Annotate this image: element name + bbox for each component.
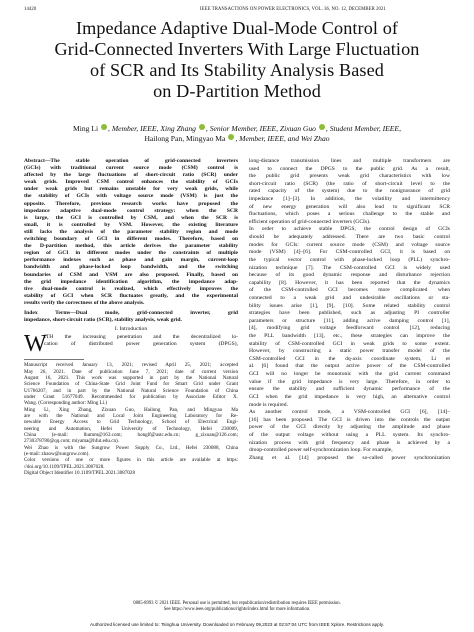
text-line: stability of CSM-controlled GCI in weak grids to some extent. — [249, 340, 450, 347]
text-line: region of GCI in different modes under the constraints of multiple — [24, 250, 238, 257]
text-line: GCI will no longer be monotonic with the grid current command — [249, 371, 450, 378]
text-line: long-distance transmission lines and multiple transformers are — [249, 158, 450, 164]
text-line: is large, the GCI is controlled by CSM, and when the SCR is — [24, 214, 238, 221]
abstract — [24, 158, 238, 307]
copyright-line: 0885-8993 © 2021 IEEE. Personal use is permitted, but republication/redistribution requires IEEE permission. — [133, 601, 341, 606]
text-line: CSM-controlled GCI in the dq-axis coordinate system, Li et — [249, 355, 450, 362]
copyright-line: See https://www.ieee.org/publications/rights/index.html for more information. — [163, 607, 311, 612]
section-heading: I. Introduction — [114, 326, 148, 333]
text-line: stability of GCI when SCR fluctuates greatly, and the experimental — [24, 292, 238, 299]
author-name: , Member, IEEE, and Wei Zhao — [235, 134, 330, 143]
text-line: should be adequately addressed. There are two basic control — [249, 234, 450, 241]
text-line: performance indexes such as phase and gain margin, current-loop — [24, 257, 238, 264]
text-line: Zhang et al. [14] proposed the so-called power synchronization — [249, 454, 450, 461]
text-line: mode is required. — [249, 401, 288, 408]
text-line: May 26, 2021. Date of publication June 7, 2021; date of current version — [24, 368, 238, 375]
text-line: newable Energy Access to Grid Technology, School of Electrical Engi- — [24, 419, 238, 426]
text-line: neering and Automation, Hefei University of Technology, Hefei 230009, — [24, 425, 238, 432]
text-line: tive dual-mode control is realized, which effectively improves the — [24, 285, 238, 292]
text-line: weak grids. Improved CSM control enhances the stability of GCIs — [24, 179, 238, 186]
text-line: nization process with grid frequency and phase is achieved by a — [249, 439, 450, 446]
text-line: power of the GCI directly by adjusting the amplitude and phase — [249, 424, 450, 431]
text-line: bandwidth and phase-locked loop bandwidth, and the switching — [24, 264, 238, 271]
text-line: mode (VSM) [4]–[6]. For CSM-controlled GCI, it is based on — [249, 249, 450, 256]
text-line: short-circuit ratio (SCR) (the ratio of short-circuit level to the — [249, 180, 450, 187]
text-line: In order to achieve stable DPGS, the control design of GCIs — [249, 226, 450, 233]
index-terms — [24, 310, 238, 324]
text-line: Wei Zhao is with the Sungrow Power Supply Co., Ltd., Hefei 230088, China — [24, 444, 238, 451]
text-line: because of its good dynamic response and disturbance rejection — [249, 272, 450, 279]
orcid-icon[interactable] — [228, 134, 234, 140]
author-name: , Senior Member, IEEE, Zixuan Guo — [205, 124, 316, 133]
left-column — [24, 158, 238, 476]
text-line: droop-controlled power self-synchronization loop. For example, — [249, 447, 393, 454]
text-line: However, by constructing a static power transfer model of the — [249, 348, 450, 355]
text-line: Digital Object Identifier 10.1109/TPEL.2021.3087028 — [24, 470, 136, 476]
author-name: Hailong Pan, Mingyao Ma — [144, 134, 226, 143]
right-column — [249, 158, 450, 462]
text-line: [4], modifying grid voltage feedforward control [12], reducing — [249, 325, 450, 332]
text-line: ensure the stability and sufficient dynamic performance of the — [249, 386, 450, 393]
text-line: opposite. Therefore, previous research works have proposed the — [24, 200, 238, 207]
text-line: fluctuations, which poses a serious challenge to the stable and — [249, 211, 450, 218]
orcid-icon[interactable] — [101, 124, 107, 130]
text-line: under Grant 51677049. Recommended for publication by Associate Editor X. — [24, 393, 238, 400]
text-line: Color versions of one or more figures in this article are available at https: — [24, 457, 238, 464]
text-line: of the output voltage without using a PLL system. Its synchro- — [249, 431, 450, 438]
text-line: (GCIs) with traditional current source mode (CSM) control is — [24, 165, 238, 172]
text-line: Wang. (Corresponding author: Ming Li.) — [24, 400, 108, 407]
text-line: affected by the large fluctuations of short-circuit ratio (SCR) under — [24, 172, 238, 179]
text-line: GCI when the grid impedance is very high, an alternative control — [249, 393, 450, 400]
text-line: strategies have been published, such as adjusting PI controller — [249, 310, 450, 317]
text-line: (e-mail: zhaow@sungrow.com). — [24, 450, 90, 457]
text-line: impedance, short-circuit ratio (SCR), stability analysis, weak grid. — [24, 317, 182, 324]
text-line: Manuscript received January 13, 2021; revised April 25, 2021; accepted — [24, 362, 238, 369]
text-line: used to connect the DPGS to the public grid. As a result, — [249, 165, 450, 172]
author-name: , Student Member, IEEE, — [325, 124, 401, 133]
text-line: ITH the increasing penetration and the decentralized lo- — [44, 334, 238, 341]
text-line: Science Foundation of China-State Grid Joint Fund for Smart Grid under Grant — [24, 381, 238, 388]
text-line: still lacks the analysis of the parameter stability region and mode — [24, 228, 238, 235]
intro-paragraph — [24, 331, 238, 358]
text-line: August 16, 2021. This work was supported in part by the National Natural — [24, 374, 238, 381]
text-line: value if the grid impedance is very large. Therefore, in order to — [249, 378, 450, 385]
text-line: Index Terms—Dual mode, grid-connected inverter, grid — [24, 309, 238, 316]
text-line: parameters or structure [11], adding active damping control [1], — [249, 317, 450, 324]
copyright-notice — [0, 601, 474, 613]
author-name: , Member, IEEE, Xing Zhang — [108, 124, 196, 133]
text-line: the PLL bandwidth [13], etc., these strategies can improve the — [249, 333, 450, 340]
title-line: Impedance Adaptive Dual-Mode Control of — [75, 18, 399, 38]
page-number: 14420 — [24, 7, 37, 12]
text-line: under weak grids but remains unstable for very weak grids, while — [24, 186, 238, 193]
text-line: the D-partition method, this article derives the parameter stability — [24, 243, 238, 250]
text-line: boundaries of CSM and VSM are also proposed. Finally, based on — [24, 271, 238, 278]
text-line: are with the National and Local Joint Engineering Laboratory for Re- — [24, 412, 238, 419]
text-line: of the CSM-controlled GCI becomes more complicated when — [249, 287, 450, 294]
text-line: the typical vector control with phase-locked loop (PLL) synchro- — [249, 256, 450, 263]
text-line: switching boundary of GCI in different modes. Therefore, based on — [24, 236, 238, 243]
text-line: the grid impedance identification algorithm, the impedance adap- — [24, 278, 238, 285]
text-line: U1766207, and in part by the National Natural Science Foundation of China — [24, 387, 238, 394]
orcid-icon[interactable] — [199, 124, 205, 130]
footnote-divider — [24, 359, 84, 360]
text-line: capability [8]. However, it has been reported that the dynamics — [249, 279, 450, 286]
text-line: impedance [1]–[3]. In addition, the volatility and intermittency — [249, 196, 450, 203]
author-line — [20, 124, 454, 134]
text-line: China (e-mail: lhumm@163.com; honglf@ustc.edu.cn; g_zixuan@126.com; — [24, 431, 238, 438]
drop-cap: W — [24, 331, 47, 358]
text-line: modes for GCIs: current source mode (CSM) and voltage source — [249, 241, 450, 248]
text-line: [16] has been proposed. The GCI is driven into the controls the output — [249, 416, 450, 423]
text-line: connected to a weak grid and undesirable oscillations or sta- — [249, 294, 450, 301]
text-line: the stability of GCIs with voltage source mode (VSM) is just the — [24, 193, 238, 200]
text-line: al. [6] found that the output active power of the CSM-controlled — [249, 363, 450, 370]
text-line: Ming Li, Xing Zhang, Zixuan Guo, Hailong Pan, and Mingyao Ma — [24, 406, 238, 413]
text-line: results verify the correctness of the above analysis. — [24, 299, 145, 306]
text-line: rated capacity of the system) due to the nonignorance of grid — [249, 188, 450, 195]
text-line: cation of distributed power generation system (DPGS), — [44, 341, 238, 348]
footnotes — [24, 362, 238, 476]
title-line: Grid-Connected Inverters With Large Fluctuation — [54, 39, 420, 59]
text-line: As another control mode, a VSM-controlled GCI [6], [14]– — [249, 409, 450, 416]
orcid-icon[interactable] — [319, 124, 325, 130]
text-line: bility issues arise [1], [9], [10]. Some related stability control — [249, 302, 450, 309]
text-line: 2730378780@qq.com; miyama@hfut.edu.cn). — [24, 438, 119, 445]
text-line: nization technique [7]. The CSM-controlled GCI is widely used — [249, 264, 450, 271]
text-line: //doi.org/10.1109/TPEL.2021.3087028. — [24, 463, 105, 470]
text-line: impedance adaptive dual-mode control strategy: when the SCR — [24, 207, 238, 214]
title-line: of SCR and Its Stability Analysis Based — [90, 60, 384, 80]
text-line: small, it is controlled by VSM. However, the existing literature — [24, 221, 238, 228]
text-line: of new energy generation will also lead to significant SCR — [249, 203, 450, 210]
paper-title — [20, 18, 454, 102]
author-name: Ming Li — [73, 124, 99, 133]
text-line: the public grid presents weak grid characteristics with low — [249, 173, 450, 180]
license-footer: Authorized licensed use limited to: Tsinghua University. Downloaded on February 09,2023 at 02:57:04 UTC from IEEE Xplore. Restrictions apply. — [90, 622, 384, 627]
text-line: efficient operation of grid-connected inverters (GCIs). — [249, 218, 371, 225]
author-line — [20, 134, 454, 144]
title-line: on D-Partition Method — [153, 81, 321, 101]
text-line: Abstract—The stable operation of grid-connected inverters — [24, 158, 238, 164]
author-list — [20, 124, 454, 144]
journal-header: IEEE TRANSACTIONS ON POWER ELECTRONICS, VOL. 36, NO. 12, DECEMBER 2021 — [200, 7, 386, 12]
